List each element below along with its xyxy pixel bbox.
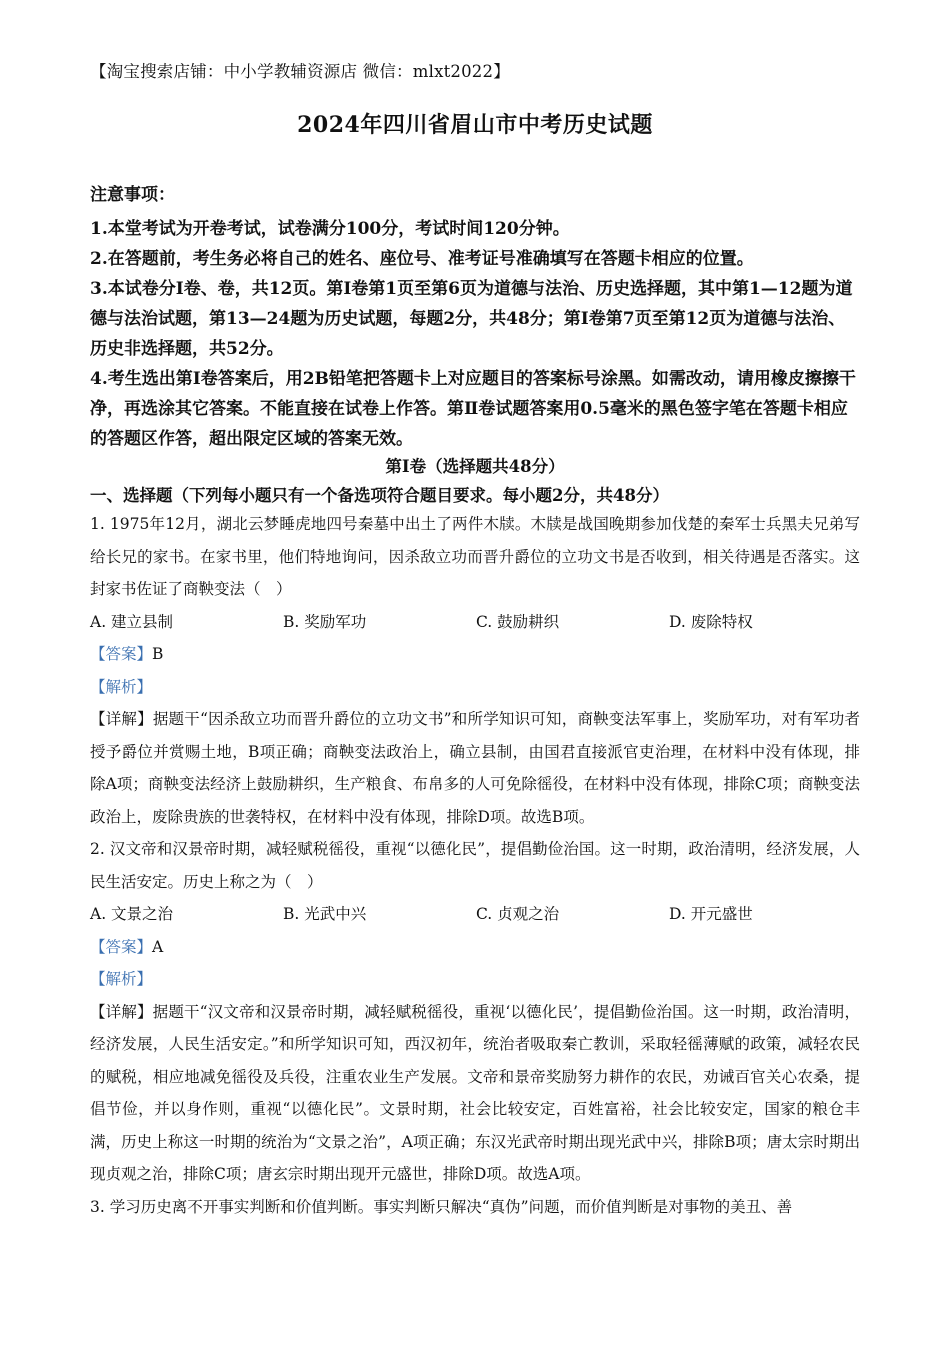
detail-text: 据题干“汉文帝和汉景帝时期，减轻赋税徭役，重视‘以德化民’，提倡勤俭治国。这一时期，政治清明，经济发展，人民生活安定。”和所学知识可知，西汉初年，统治者吸取秦亡教训，采取轻徭薄赋的政策，减轻农民的赋税，相应地减免徭役及兵役，注重农业生产发展。文帝和景帝奖励努力耕作的农民，劝诫百官关心农桑，提倡节俭，并以身作则，重视“以德化民”。文景时期，社会比较安定，百姓富裕，社会比较安定，国家的粮仓丰满，历史上称这一时期的统治为“文景之治”，A项正确；东汉光武帝时期出现光武中兴，排除B项；唐太宗时期出现贞观之治，排除C项；唐玄宗时期出现开元盛世，排除D项。故选A项。 — [90, 1002, 860, 1183]
options-row — [90, 606, 860, 639]
part-title: 一、选择题（下列每小题只有一个备选项符合题目要求。每小题2分，共48分） — [90, 486, 669, 505]
notes-block — [90, 180, 860, 454]
detail-tag: 【详解】 — [90, 710, 153, 728]
note-item: 4.考生选出第I卷答案后，用2B铅笔把答题卡上对应题目的答案标号涂黑。如需改动，请用橡皮擦擦干净，再选涂其它答案。不能直接在试卷上作答。第Ⅱ卷试题答案用0.5毫米的黑色签字笔在答题卡相应的答题区作答，超出限定区域的答案无效。 — [90, 369, 856, 449]
answer-tag: 【答案】 — [90, 645, 153, 663]
option-a: A. 文景之治 — [90, 905, 174, 923]
options-row — [90, 898, 860, 931]
question-stem: 2. 汉文帝和汉景帝时期，减轻赋税徭役，重视“以德化民”，提倡勤俭治国。这一时期，政治清明，经济发展，人民生活安定。历史上称之为（ ） — [90, 840, 860, 891]
option-b: B. 奖励军功 — [283, 612, 367, 631]
answer-value: B — [152, 645, 164, 663]
analysis-line — [90, 963, 860, 996]
question-stem: 1. 1975年12月，湖北云梦睡虎地四号秦墓中出土了两件木牍。木牍是战国晚期参加伐楚的秦军士兵黑夫兄弟写给长兄的家书。在家书里，他们特地询问，因杀敌立功而晋升爵位的立功文书是否收到，相关待遇是否落实。这封家书佐证了商鞅变法（ ） — [90, 515, 860, 598]
analysis-line — [90, 671, 860, 704]
answer-tag: 【答案】 — [90, 937, 153, 956]
note-item: 3.本试卷分I卷、卷，共12页。第I卷第1页至第6页为道德与法治、历史选择题，其中第1—12题为道德与法治试题，第13—24题为历史试题，每题2分，共48分；第I卷第7页至第12页为道德与法治、历史非选择题，共52分。 — [90, 279, 853, 359]
volume-title: 第I卷（选择题共48分） — [385, 457, 565, 476]
detail-paragraph — [90, 996, 860, 1191]
answer-line — [90, 931, 860, 964]
answer-line — [90, 638, 860, 671]
page-title: 2024年四川省眉山市中考历史试题 — [297, 112, 653, 138]
note-item: 2.在答题前，考生务必将自己的姓名、座位号、准考证号准确填写在答题卡相应的位置。 — [90, 249, 754, 269]
questions-block — [90, 508, 860, 1223]
detail-paragraph — [90, 703, 860, 833]
analysis-tag: 【解析】 — [90, 677, 153, 696]
answer-value: A — [152, 937, 164, 956]
option-d: D. 废除特权 — [669, 612, 753, 631]
option-a: A. 建立县制 — [90, 612, 174, 631]
option-b: B. 光武中兴 — [283, 905, 367, 923]
notes-heading: 注意事项： — [90, 185, 175, 205]
shop-header: 【淘宝搜索店铺：中小学教辅资源店 微信：mlxt2022】 — [90, 62, 510, 81]
detail-tag: 【详解】 — [90, 1002, 153, 1021]
option-d: D. 开元盛世 — [669, 905, 753, 923]
option-c: C. 鼓励耕织 — [476, 612, 560, 631]
analysis-tag: 【解析】 — [90, 970, 153, 988]
note-item: 1.本堂考试为开卷考试，试卷满分100分，考试时间120分钟。 — [90, 219, 570, 239]
option-c: C. 贞观之治 — [476, 905, 560, 923]
detail-text: 据题干“因杀敌立功而晋升爵位的立功文书”和所学知识可知，商鞅变法军事上，奖励军功，对有军功者授予爵位并赏赐土地，B项正确；商鞅变法政治上，确立县制，由国君直接派官吏治理，在材料中没有体现，排除A项；商鞅变法经济上鼓励耕织，生产粮食、布帛多的人可免除徭役，在材料中没有体现，排除C项；商鞅变法政治上，废除贵族的世袭特权，在材料中没有体现，排除D项。故选B项。 — [90, 710, 860, 826]
question-stem: 3. 学习历史离不开事实判断和价值判断。事实判断只解决“真伪”问题，而价值判断是对事物的美丑、善 — [90, 1197, 793, 1216]
